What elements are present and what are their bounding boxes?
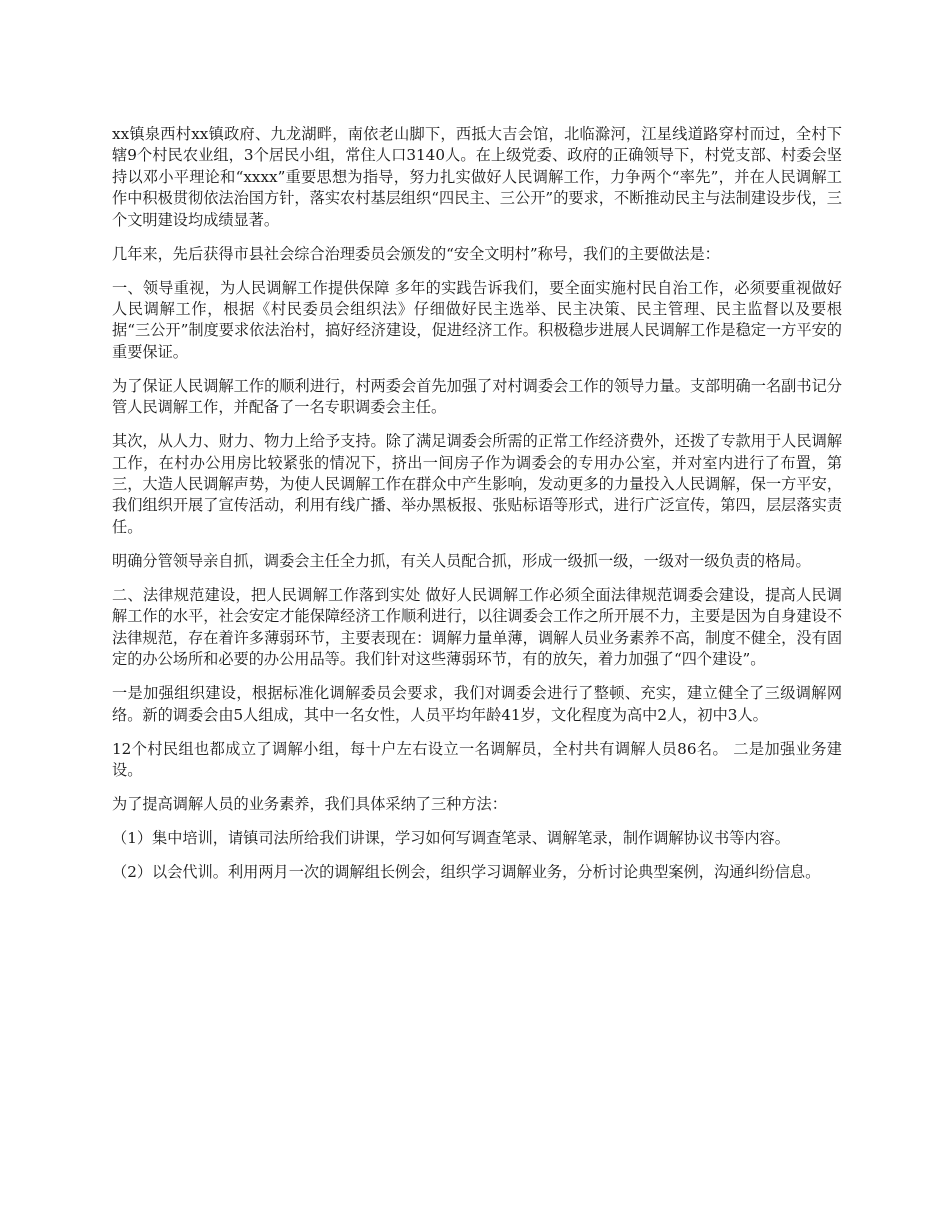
paragraph-intro: xx镇泉西村xx镇政府、九龙湖畔，南依老山脚下，西抵大吉会馆，北临滁河，江星线道路穿村而过，全村下辖9个村民农业组，3个居民小组，常住人口3140人。在上级党委、政府的正确领导下，村党支部、村委会坚持以邓小平理论和“xxxx”重要思想为指导，努力扎实做好人民调解工作，力争两个“率先”，并在人民调解工作中积极贯彻依法治国方针，落实农村基层组织“四民主、三公开”的要求，不断推动民主与法制建设步伐，三个文明建设均成绩显著。 xyxy=(112,125,842,229)
paragraph-legal-construction: 二、法律规范建设，把人民调解工作落到实处 做好人民调解工作必须全面法律规范调委会建设，提高人民调解工作的水平，社会安定才能保障经济工作顺利进行，以往调委会工作之所开展不力，主要是因为自身建设不法律规范，存在着许多薄弱环节，主要表现在：调解力量单薄，调解人员业务素养不高，制度不健全，没有固定的办公场所和必要的办公用品等。我们针对这些薄弱环节，有的放矢，着力加强了“四个建设”。 xyxy=(112,585,842,669)
paragraph-support: 其次，从人力、财力、物力上给予支持。除了满足调委会所需的正常工作经济费外，还拨了专款用于人民调解工作，在村办公用房比较紧张的情况下，挤出一间房子作为调委会的专用办公室，并对室内进行了布置，第三，大造人民调解声势，为使人民调解工作在群众中产生影响，发动更多的力量投入人民调解，保一方平安，我们组织开展了宣传活动，利用有线广播、举办黑板报、张贴标语等形式，进行广泛宣传，第四，层层落实责任。 xyxy=(112,432,842,536)
paragraph-responsibility: 明确分管领导亲自抓，调委会主任全力抓，有关人员配合抓，形成一级抓一级，一级对一级负责的格局。 xyxy=(112,551,811,570)
paragraph-methods: 为了提高调解人员的业务素养，我们具体采纳了三种方法： xyxy=(112,794,507,813)
paragraph-achievements: 几年来，先后获得市县社会综合治理委员会颁发的“安全文明村”称号，我们的主要做法是： xyxy=(112,244,720,263)
paragraph-organization: 一是加强组织建设，根据标准化调解委员会要求，我们对调委会进行了整顿、充实，建立健全了三级调解网络。新的调委会由5人组成，其中一名女性，人员平均年龄41岁，文化程度为高中2人，初中3人。 xyxy=(112,684,842,724)
paragraph-leadership-strength: 为了保证人民调解工作的顺利进行，村两委会首先加强了对村调委会工作的领导力量。支部明确一名副书记分管人民调解工作，并配备了一名专职调委会主任。 xyxy=(112,376,842,417)
paragraph-method-2: （2）以会代训。利用两月一次的调解组长例会，组织学习调解业务，分析讨论典型案例，沟通纠纷信息。 xyxy=(112,862,821,881)
document-body xyxy=(112,124,842,896)
paragraph-leadership: 一、领导重视，为人民调解工作提供保障 多年的实践告诉我们，要全面实施村民自治工作，必须要重视做好人民调解工作，根据《村民委员会组织法》仔细做好民主选举、民主决策、民主管理、民主监督以及要根据“三公开”制度要求依法治村，搞好经济建设，促进经济工作。积极稳步进展人民调解工作是稳定一方平安的重要保证。 xyxy=(112,278,842,361)
paragraph-method-1: （1）集中培训，请镇司法所给我们讲课，学习如何写调查笔录、调解笔录，制作调解协议书等内容。 xyxy=(112,828,790,847)
paragraph-groups: 12个村民组也都成立了调解小组，每十户左右设立一名调解员，全村共有调解人员86名。 二是加强业务建设。 xyxy=(112,739,842,779)
